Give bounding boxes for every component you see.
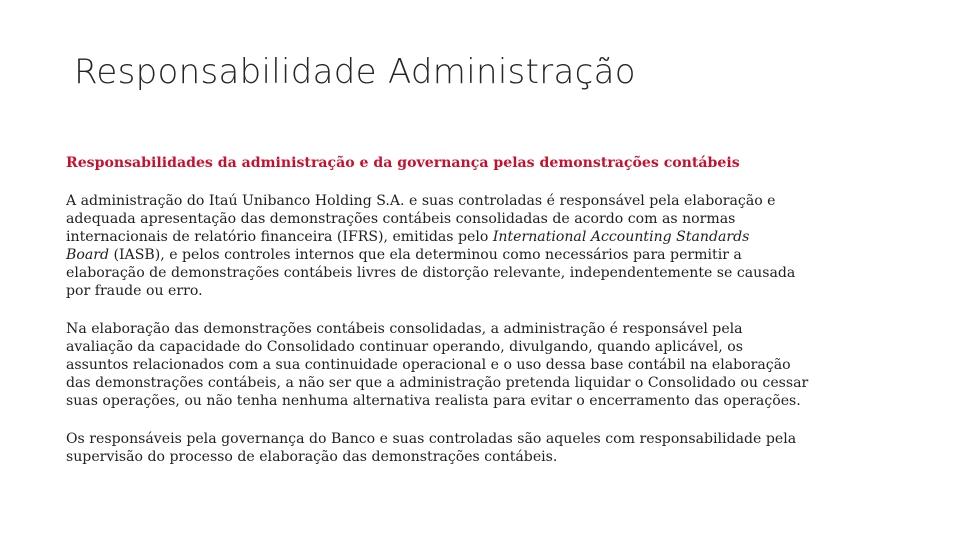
paragraph-line [66, 228, 846, 246]
paragraph-line: por fraude ou erro. [66, 283, 203, 299]
paragraph-line: supervisão do processo de elaboração das demonstrações contábeis. [66, 449, 558, 465]
paragraph-text: internacionais de relatório financeira (IFRS), emitidas pelo [66, 229, 493, 245]
paragraph-line: A administração do Itaú Unibanco Holding S.A. e suas controladas é responsável pela elaboração e [66, 193, 776, 209]
standards-name-italic: International Accounting Standards [492, 229, 750, 245]
document-excerpt [66, 154, 846, 486]
paragraph-line: avaliação da capacidade do Consolidado continuar operando, divulgando, quando aplicável, os [66, 339, 743, 355]
paragraph-text: (IASB), e pelos controles internos que ela determinou como necessários para permitir a [109, 247, 742, 263]
paragraph-line: assuntos relacionados com a sua continuidade operacional e o uso dessa base contábil na elaboração [66, 357, 791, 373]
excerpt-heading: Responsabilidades da administração e da governança pelas demonstrações contábeis [66, 155, 740, 171]
paragraph-line: das demonstrações contábeis, a não ser que a administração pretenda liquidar o Consolidado ou cessar [66, 375, 809, 391]
paragraph-governance [66, 430, 846, 466]
paragraph-line: Na elaboração das demonstrações contábeis consolidadas, a administração é responsável pela [66, 321, 743, 337]
paragraph-going-concern [66, 320, 846, 410]
paragraph-line: elaboração de demonstrações contábeis livres de distorção relevante, independentemente se causada [66, 265, 796, 281]
slide-title: Responsabilidade Administração [74, 52, 636, 92]
paragraph-line: Os responsáveis pela governança do Banco e suas controladas são aqueles com responsabilidade pela [66, 431, 797, 447]
paragraph-line: adequada apresentação das demonstrações contábeis consolidadas de acordo com as normas [66, 211, 736, 227]
paragraph-line [66, 246, 846, 264]
paragraph-administration-responsibility [66, 192, 846, 300]
paragraph-line: suas operações, ou não tenha nenhuma alternativa realista para evitar o encerramento das operações. [66, 393, 801, 409]
standards-name-italic: Board [66, 247, 110, 263]
